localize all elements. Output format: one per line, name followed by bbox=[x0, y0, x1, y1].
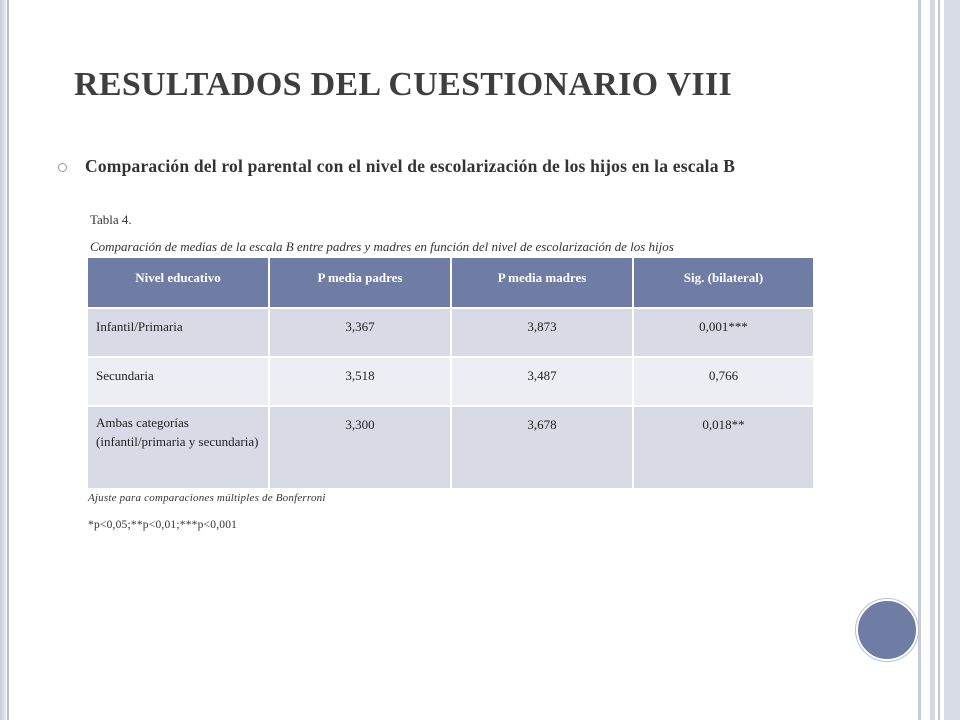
table-cell: 3,873 bbox=[451, 308, 633, 357]
left-frame-border bbox=[0, 0, 8, 720]
table-cell: 3,300 bbox=[269, 406, 451, 488]
table-row bbox=[88, 406, 813, 488]
table-cell: 3,487 bbox=[451, 357, 633, 406]
column-header: Sig. (bilateral) bbox=[633, 258, 813, 308]
table-cell: 0,001*** bbox=[633, 308, 813, 357]
column-header: P media madres bbox=[451, 258, 633, 308]
table-cell: 3,678 bbox=[451, 406, 633, 488]
column-header: Nivel educativo bbox=[88, 258, 269, 308]
decorative-circle-icon bbox=[856, 599, 918, 661]
results-table bbox=[88, 258, 813, 488]
table-caption: Comparación de medias de la escala B entre padres y madres en función del nivel de escolarización de los hijos bbox=[90, 239, 674, 254]
column-header: P media padres bbox=[269, 258, 451, 308]
table-cell: Infantil/Primaria bbox=[88, 308, 269, 357]
table-header-row bbox=[88, 258, 813, 308]
table-cell: 3,518 bbox=[269, 357, 451, 406]
bullet-circle-icon bbox=[58, 163, 67, 172]
significance-note: *p<0,05;**p<0,01;***p<0,001 bbox=[88, 519, 238, 531]
slide-title: RESULTADOS DEL CUESTIONARIO VIII bbox=[74, 66, 733, 103]
table-label: Tabla 4. bbox=[90, 212, 132, 227]
table-cell: Secundaria bbox=[88, 357, 269, 406]
table-cell: Ambas categorías (infantil/primaria y secundaria) bbox=[88, 406, 269, 488]
bullet-point bbox=[58, 156, 735, 177]
bullet-text: Comparación del rol parental con el nivel de escolarización de los hijos en la escala B bbox=[85, 156, 736, 176]
bonferroni-note: Ajuste para comparaciones múltiples de Bonferroni bbox=[88, 492, 326, 504]
table-cell: 0,018** bbox=[633, 406, 813, 488]
table-row bbox=[88, 357, 813, 406]
table-cell: 3,367 bbox=[269, 308, 451, 357]
table-cell: 0,766 bbox=[633, 357, 813, 406]
table-row bbox=[88, 308, 813, 357]
right-frame-stripes bbox=[918, 0, 960, 720]
